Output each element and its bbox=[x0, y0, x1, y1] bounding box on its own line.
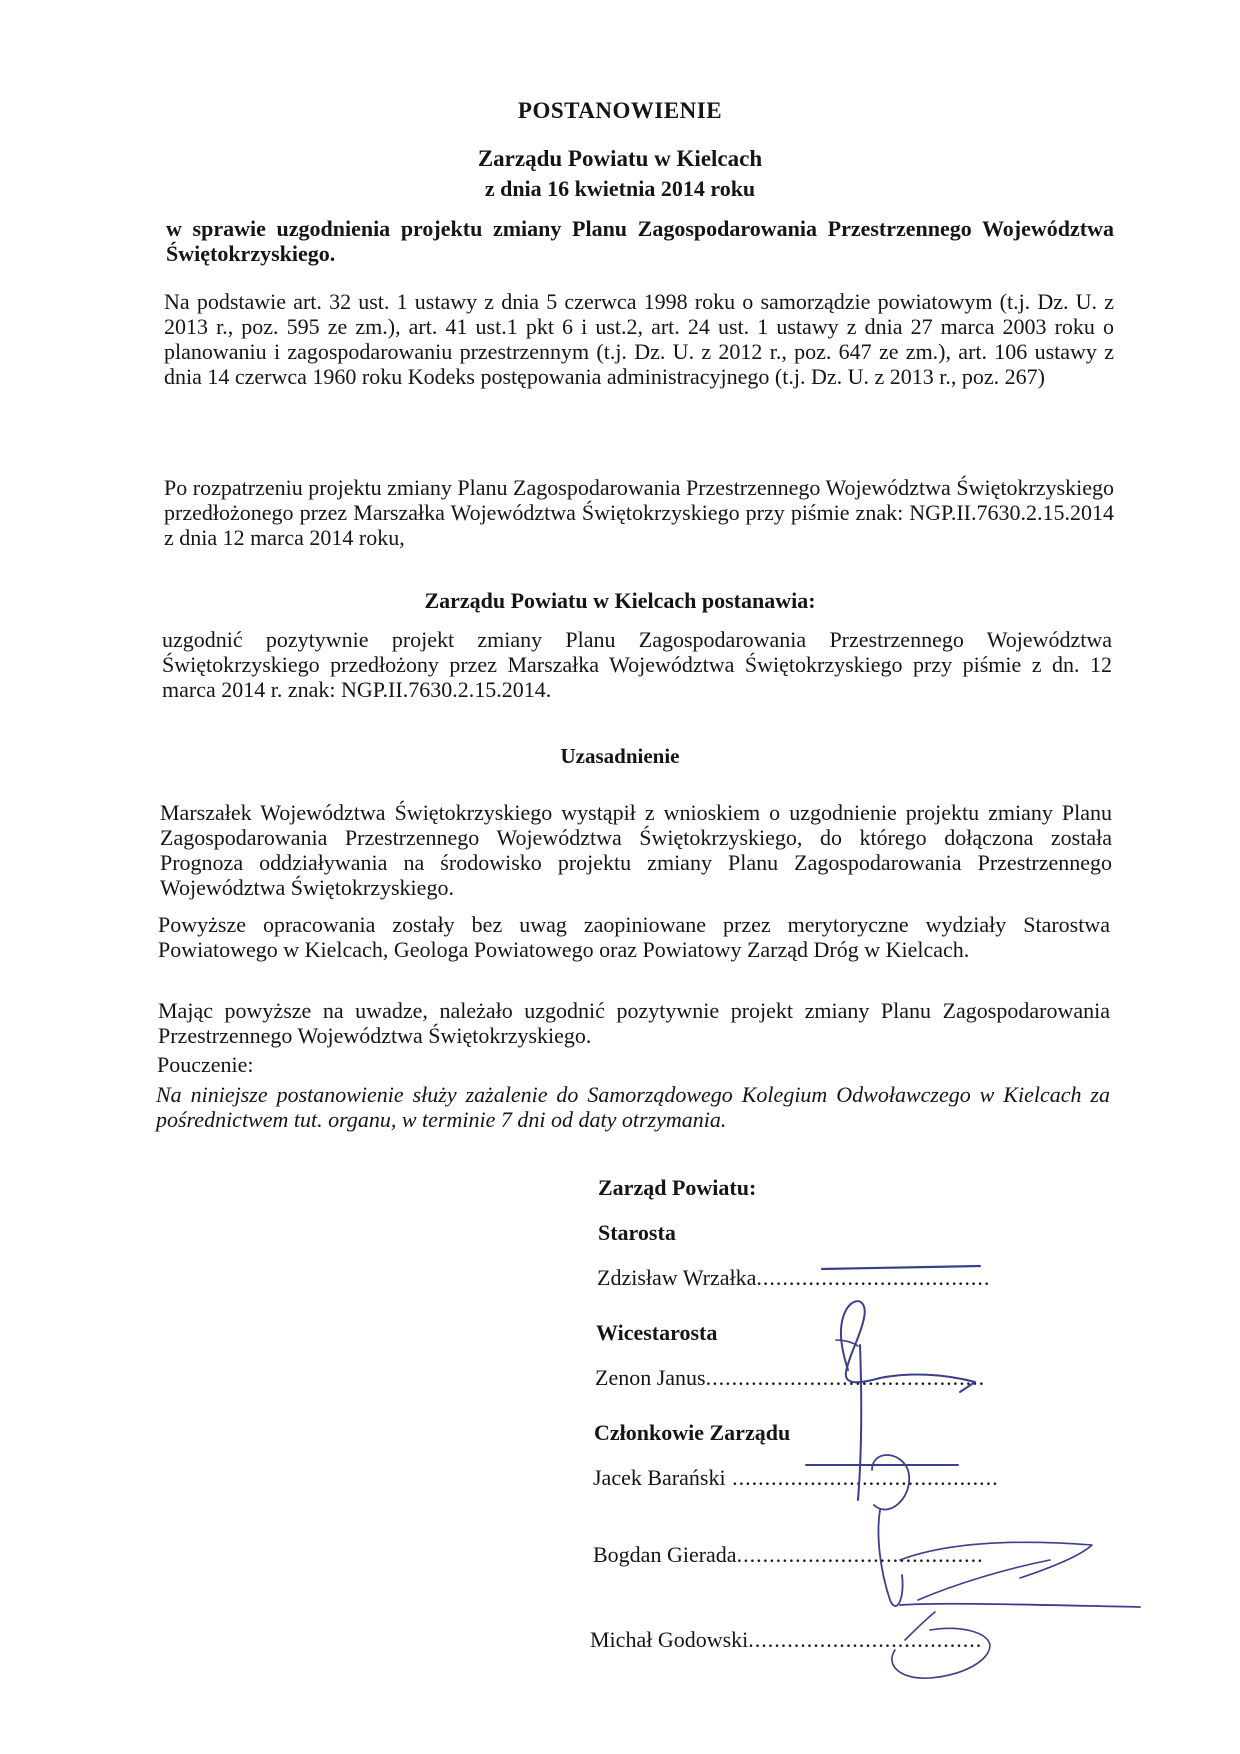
member3-name: Michał Godowski bbox=[590, 1627, 749, 1652]
instruction-text: Na niniejsze postanowienie służy zażalenie do Samorządowego Kolegium Odwoławczego w Kielcach za pośrednictwem tut. organu, w terminie 7 dni od daty otrzymania. bbox=[156, 1082, 1110, 1132]
starosta-signature bbox=[822, 1266, 980, 1269]
starosta-heading: Starosta bbox=[598, 1220, 676, 1245]
members-heading: Członkowie Zarządu bbox=[594, 1420, 791, 1445]
signature-dots: ...................................... bbox=[736, 1542, 984, 1567]
member2-name: Bogdan Gierada bbox=[593, 1542, 737, 1567]
board-heading: Zarząd Powiatu: bbox=[598, 1175, 757, 1200]
justification-paragraph-2: Powyższe opracowania zostały bez uwag zaopiniowane przez merytoryczne wydziały Starostwa Powiatowego w Kielcach, Geologa Powiatowego oraz Powiatowy Zarząd Dróg w Kielcach. bbox=[158, 912, 1110, 962]
justification-heading: Uzasadnienie bbox=[560, 744, 680, 768]
member2-signature bbox=[878, 1510, 902, 1606]
instruction-label: Pouczenie: bbox=[157, 1052, 254, 1077]
date-line: z dnia 16 kwietnia 2014 roku bbox=[484, 176, 756, 201]
vice-heading: Wicestarosta bbox=[596, 1320, 718, 1345]
subject-paragraph: w sprawie uzgodnienia projektu zmiany Planu Zagospodarowania Przestrzennego Województwa Świętokrzyskiego. bbox=[166, 216, 1114, 266]
member3-signature bbox=[900, 1604, 1140, 1607]
justification-paragraph-1: Marszałek Województwa Świętokrzyskiego wystąpił z wnioskiem o uzgodnienie projektu zmiany Planu Zagospodarowania Przestrzennego Województwa Świętokrzyskiego, do którego dołączona została Prognoza oddziaływania na środowisko projektu zmiany Planu Zagospodarowania Przestrzennego Województwa Świętokrzyskiego. bbox=[160, 800, 1112, 900]
justification-paragraph-3: Mając powyższe na uwadze, należało uzgodnić pozytywnie projekt zmiany Planu Zagospodarowania Przestrzennego Województwa Świętokrzyskiego. bbox=[158, 998, 1110, 1048]
legal-basis-paragraph: Na podstawie art. 32 ust. 1 ustawy z dnia 5 czerwca 1998 roku o samorządzie powiatowym (t.j. Dz. U. z 2013 r., poz. 595 ze zm.), art. 41 ust.1 pkt 6 i ust.2, art. 24 ust. 1 ustawy z dnia 27 marca 2003 roku o planowaniu i zagospodarowaniu przestrzennym (t.j. Dz. U. z 2012 r., poz. 647 ze zm.), art. 106 ustawy z dnia 14 czerwca 1960 roku Kodeks postępowania administracyjnego (t.j. Dz. U. z 2013 r., poz. 267) bbox=[164, 289, 1114, 389]
signature-dots: ........................................... bbox=[705, 1365, 986, 1390]
signature-dots: .................................... bbox=[748, 1627, 983, 1652]
signature-dots: .................................... bbox=[756, 1265, 991, 1290]
member1-name: Jacek Barański bbox=[593, 1465, 726, 1490]
member1-signature bbox=[858, 1345, 861, 1500]
consideration-paragraph: Po rozpatrzeniu projektu zmiany Planu Zagospodarowania Przestrzennego Województwa Świętokrzyskiego przedłożonego przez Marszałka Województwa Świętokrzyskiego przy piśmie znak: NGP.II.7630.2.15.2014 z dnia 12 marca 2014 roku, bbox=[164, 475, 1114, 550]
decision-paragraph: uzgodnić pozytywnie projekt zmiany Planu Zagospodarowania Przestrzennego Województwa Świętokrzyskiego przedłożony przez Marszałka Województwa Świętokrzyskiego przy piśmie z dn. 12 marca 2014 r. znak: NGP.II.7630.2.15.2014. bbox=[162, 627, 1112, 702]
vice-name: Zenon Janus bbox=[595, 1365, 706, 1390]
starosta-name: Zdzisław Wrzałka bbox=[597, 1265, 757, 1290]
decides-heading: Zarządu Powiatu w Kielcach postanawia: bbox=[424, 588, 816, 613]
signature-dots: ......................................... bbox=[725, 1465, 999, 1490]
issuer-line: Zarządu Powiatu w Kielcach bbox=[477, 146, 763, 171]
document-title: POSTANOWIENIE bbox=[517, 98, 723, 123]
